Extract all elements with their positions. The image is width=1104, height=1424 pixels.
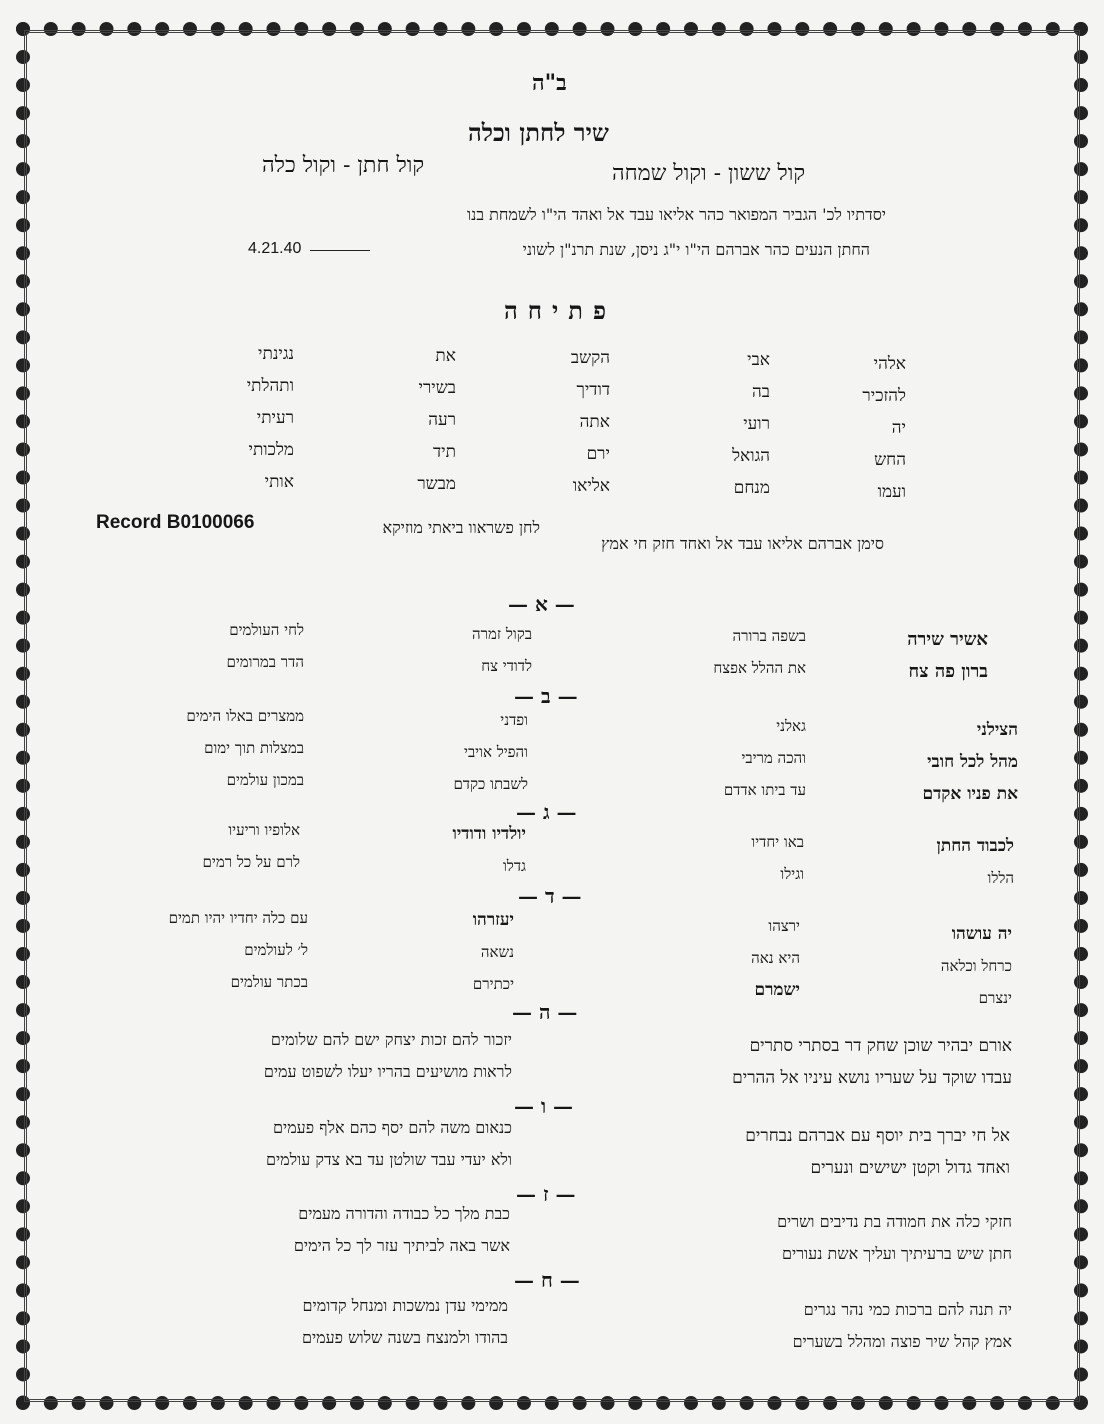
acrostic-word: להזכיר: [862, 386, 906, 406]
chet-right: [532, 1294, 1012, 1358]
verse-line: עבדו שוקד על שעריו נושא עיניו אל ההרים: [732, 1068, 1012, 1088]
verse-line: היא נאה: [751, 949, 800, 967]
acrostic-word: הקשב: [570, 348, 610, 368]
chet-left: [68, 1290, 508, 1354]
acrostic-word: ירם: [586, 444, 610, 464]
verse-line: יכתירם: [472, 975, 514, 993]
pticha-column-5: [214, 338, 294, 498]
pticha-column-1: [816, 348, 906, 508]
bet-col-3: [328, 704, 528, 800]
acrostic-word: אלהי: [873, 354, 906, 374]
verse-line: ברון פה צח: [908, 661, 988, 682]
vav-right: [520, 1120, 1010, 1184]
lachan-line: לחן פשראוו ביאתי מוזיקא: [382, 518, 540, 537]
section-label-chet: — ח —: [514, 1268, 580, 1292]
verse-line: ופדני: [500, 711, 528, 729]
verse-line: אורם יבהיר שוכן שחק דר בסתרי סתרים: [749, 1036, 1012, 1056]
verse-line: הצילני: [976, 720, 1018, 740]
acrostic-word: דודיך: [576, 380, 610, 400]
verse-line: כנאום משה להם יסף כהם אלף פעמים: [273, 1118, 512, 1137]
verse-line: והפיל אויבי: [464, 743, 528, 761]
verse-line: בהודו ולמנצח בשנה שלוש פעמים: [301, 1328, 508, 1347]
verse-line: בשפה ברורה: [732, 627, 806, 645]
dedication-line-2: החתן הנעים כהר אברהם הי"ו י"ג ניסן, שנת תרנ"ן לשוני: [522, 240, 870, 259]
verse-line: כרחל וכלאה: [940, 957, 1012, 975]
verse-line: במכון עולמים: [226, 771, 304, 789]
verse-line: חזקי כלה את חמודה בת נדיבים ושרים: [777, 1212, 1012, 1231]
verse-line: וגילו: [780, 865, 804, 883]
verse-line: אלופיו וריעיו: [228, 821, 300, 839]
verse-line: לחי העולמים: [229, 621, 304, 639]
verse-line: יה עושהו: [951, 924, 1012, 944]
gimel-col-1: [814, 830, 1014, 894]
verse-line: ינצרם: [978, 989, 1012, 1007]
bet-col-4: [64, 700, 304, 796]
pticha-column-3: [530, 342, 610, 502]
section-label-bet: — ב —: [514, 684, 578, 708]
dedication-date: 4.21.40: [248, 240, 302, 257]
zayin-right: [532, 1206, 1012, 1270]
acrostic-word: ועמו: [877, 482, 906, 502]
section-label-dalet: — ד —: [518, 884, 582, 908]
verse-line: אשיר שירה: [907, 629, 988, 650]
bet-col-1: [798, 714, 1018, 810]
verse-line: ממימי עדן נמשכות ומנחל קדומים: [302, 1296, 508, 1315]
dalet-col-1: [812, 918, 1012, 1014]
acrostic-word: מלכותי: [248, 440, 294, 460]
section-label-zayin: — ז —: [516, 1182, 576, 1206]
gimel-col-3: [326, 818, 526, 882]
verse-line: ממצרים באלו הימים: [186, 707, 304, 725]
verse-line: יולדיו ודודיו: [452, 824, 526, 844]
verse-line: ישמרם: [754, 980, 800, 1000]
he-left: [72, 1024, 512, 1088]
verse-line: אמץ קהל שיר פוצה ומהלל בשערים: [792, 1332, 1012, 1351]
verse-line: חתן שיש ברעיתיך ועליך אשת נעורים: [782, 1244, 1012, 1263]
verse-line: גאלני: [776, 717, 806, 735]
he-right: [532, 1030, 1012, 1094]
alef-col-1: [788, 624, 988, 688]
alef-col-2: [606, 620, 806, 684]
dalet-col-2: [600, 910, 800, 1006]
vav-left: [42, 1112, 512, 1176]
acrostic-word: הגואל: [732, 446, 770, 466]
section-label-he: — ה —: [512, 1000, 578, 1024]
acrostic-word: אתה: [579, 412, 610, 432]
verse-line: עד ביתו אדדם: [723, 781, 806, 799]
acrostic-word: בשירי: [418, 378, 456, 398]
acrostic-word: מנחם: [733, 478, 770, 498]
pticha-heading: פתיחה: [504, 296, 616, 325]
verse-line: בכתר עולמים: [230, 973, 308, 991]
acrostic-word: יה: [891, 418, 906, 438]
dalet-col-4: [48, 902, 308, 998]
verse-line: ולא יעדי עבד שולטן עד בא צדק עולמים: [265, 1150, 512, 1169]
acrostic-word: את: [435, 346, 456, 366]
section-label-alef: — א —: [508, 592, 575, 616]
acrostic-word: אותי: [264, 472, 294, 492]
dash-line: [310, 250, 370, 251]
pticha-column-4: [376, 340, 456, 500]
verse-line: אל חי יברך בית יוסף עם אברהם נבחרים: [745, 1126, 1010, 1146]
acrostic-word: נגינתי: [258, 344, 294, 364]
gimel-col-2: [604, 826, 804, 890]
dalet-col-3: [314, 904, 514, 1000]
verse-line: במצלות תוך ימום: [204, 739, 304, 757]
section-label-gimel: — ג —: [516, 800, 577, 824]
song-title: שיר לחתן וכלה: [468, 118, 609, 147]
verse-line: הללו: [987, 869, 1014, 887]
alef-col-3: [332, 618, 532, 682]
subtitle-left: קול חתן - וקול כלה: [262, 153, 425, 178]
verse-line: גדלו: [502, 857, 526, 875]
verse-line: לשבתו כקדם: [453, 775, 528, 793]
acrostic-word: ותהלתי: [246, 376, 294, 396]
pticha-column-2: [690, 344, 770, 504]
verse-line: באו יחדיו: [751, 833, 804, 851]
bet-col-2: [606, 710, 806, 806]
verse-line: יה תנה להם ברכות כמי נהר נגרים: [803, 1300, 1012, 1319]
verse-line: יעזרהו: [472, 910, 514, 930]
siman-line: סימן אברהם אליאו עבד אל ואחד חזק חי אמץ: [601, 534, 884, 553]
acrostic-word: תיד: [432, 442, 456, 462]
verse-line: והכה מריבי: [741, 749, 806, 767]
verse-line: אשר באה לביתיך עזר לך כל הימים: [293, 1236, 510, 1255]
acrostic-word: אליאו: [572, 476, 610, 496]
alef-col-4: [104, 614, 304, 678]
verse-line: בקול זמרה: [472, 625, 532, 643]
verse-line: כבת מלך כל כבודה והדורה מעמים: [298, 1204, 510, 1223]
zayin-left: [70, 1198, 510, 1262]
verse-line: עם כלה יחדיו יהיו תמים: [168, 909, 308, 927]
verse-line: לדודי צח: [481, 657, 532, 675]
section-label-vav: — ו —: [514, 1094, 574, 1118]
verse-line: נשאה: [480, 943, 514, 961]
verse-line: הדר במרומים: [226, 653, 304, 671]
subtitle-right: קול ששון - וקול שמחה: [612, 161, 806, 186]
record-number: Record B0100066: [96, 512, 255, 533]
verse-line: ל׳ לעולמים: [244, 941, 308, 959]
verse-line: לכבוד החתן: [936, 836, 1014, 856]
acrostic-word: מבשר: [417, 474, 456, 494]
acrostic-word: בה: [752, 382, 770, 402]
verse-line: לראות מושיעים בהריו יעלו לשפוט עמים: [263, 1062, 512, 1081]
verse-line: יזכור להם זכות יצחק ישם להם שלומים: [270, 1030, 512, 1049]
acrostic-word: רעה: [428, 410, 456, 430]
verse-line: את ההלל אפצח: [713, 659, 806, 677]
acrostic-word: החש: [874, 450, 906, 470]
verse-line: את פניו אקדם: [922, 784, 1018, 804]
dedication-line-1: יסדתיו לכ' הגביר המפואר כהר אליאו עבד אל ואהד הי"ו לשמחת בנו: [467, 205, 886, 224]
gimel-col-4: [80, 814, 300, 878]
acrostic-word: רועי: [743, 414, 770, 434]
verse-line: ואחד גדול וקטן ישישים ונערים: [810, 1158, 1010, 1178]
acrostic-word: רעיתי: [256, 408, 294, 428]
verse-line: מהל לכל חובי: [927, 752, 1018, 772]
bh-mark: ב"ה: [532, 70, 567, 96]
verse-line: ירצהו: [768, 917, 800, 935]
acrostic-word: אבי: [747, 350, 770, 370]
verse-line: לרם על כל רמים: [202, 853, 300, 871]
